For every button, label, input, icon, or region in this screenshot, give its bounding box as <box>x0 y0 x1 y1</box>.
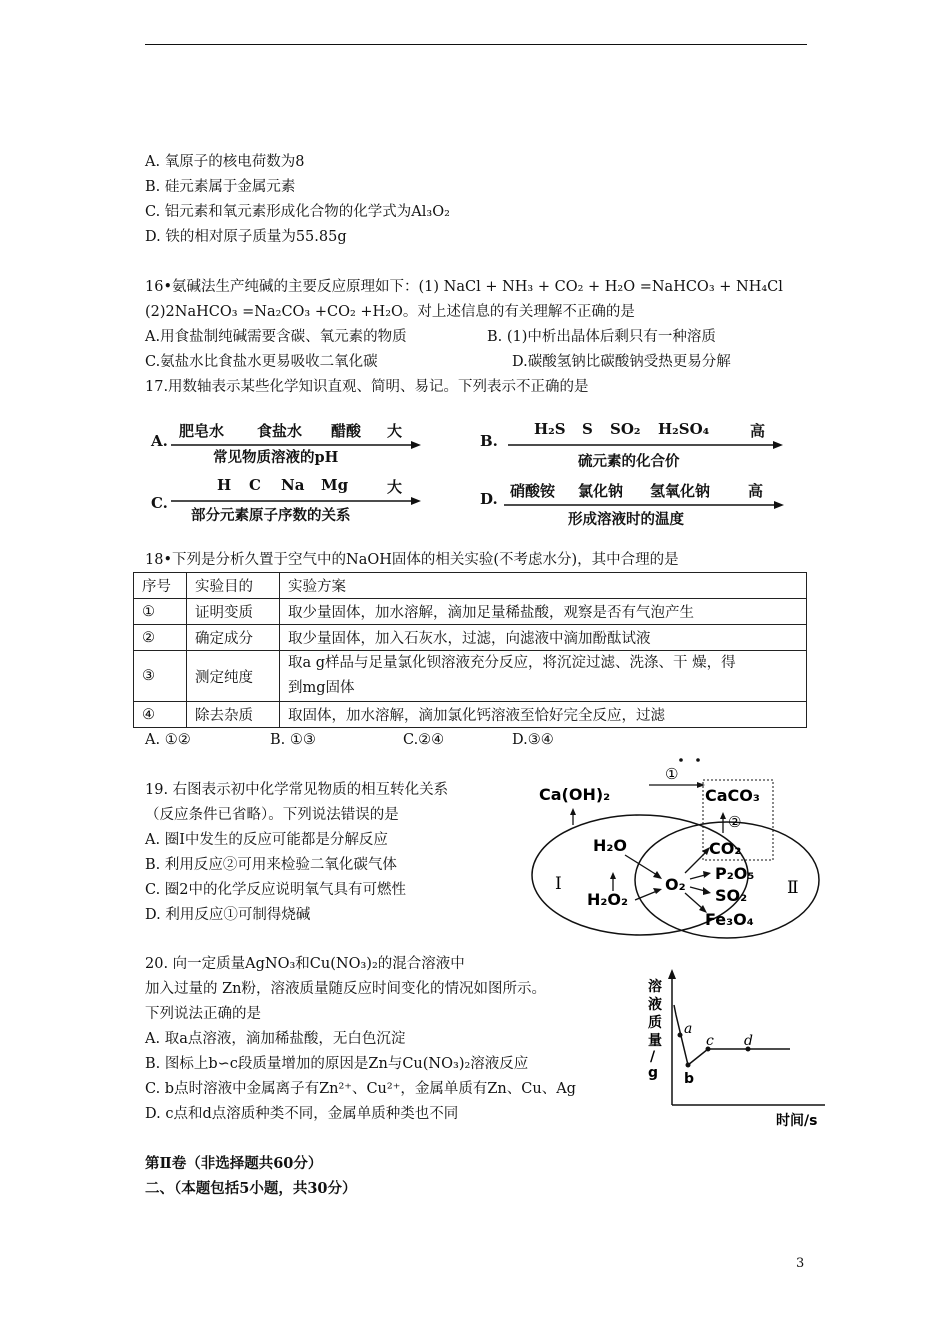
label-h2o: H₂O <box>593 836 627 855</box>
q20-option-c: C. b点时溶液中金属离子有Zn²⁺、Cu²⁺，金属单质有Zn、Cu、Ag <box>145 1081 576 1097</box>
table-cell: 测定纯度 <box>187 651 280 702</box>
q20-stem-line3: 下列说法正确的是 <box>145 1006 261 1022</box>
table-row <box>134 651 807 702</box>
table-cell: 取少量固体，加入石灰水，过滤，向滤液中滴加酚酞试液 <box>280 625 807 651</box>
table-header-cell: 序号 <box>134 573 187 599</box>
table-row <box>134 702 807 728</box>
table-cell: 取固体，加水溶解，滴加氯化钙溶液至恰好完全反应，过滤 <box>280 702 807 728</box>
q18-option-b: B. ①③ <box>270 732 316 748</box>
x-axis-label: 时间/s <box>776 1113 818 1129</box>
q18-table <box>133 572 807 728</box>
table-cell <box>280 651 807 702</box>
q16-option-b: B. (1)中析出晶体后剩只有一种溶质 <box>487 329 716 345</box>
label-point-b: b <box>684 1071 695 1087</box>
table-header-cell: 实验方案 <box>280 573 807 599</box>
q17-c-letter: C. <box>151 494 168 512</box>
q17-a-caption: 常见物质溶液的pH <box>213 449 339 466</box>
label-p2o5: P₂O₅ <box>715 864 755 883</box>
label-caco3: CaCO₃ <box>705 786 760 805</box>
y-label-char: 质 <box>648 1015 662 1031</box>
q19-option-a: A. 圈Ⅰ中发生的反应可能都是分解反应 <box>145 832 388 848</box>
label-so2: SO₂ <box>715 886 748 905</box>
table-cell: 取少量固体，加水溶解，滴加足量稀盐酸，观察是否有气泡产生 <box>280 599 807 625</box>
q18-option-c: C.②④ <box>403 732 445 748</box>
label-o2: O₂ <box>665 875 686 894</box>
page-number: 3 <box>796 1256 805 1271</box>
q20-option-d: D. c点和d点溶质种类不同，金属单质种类也不同 <box>145 1106 459 1122</box>
label-h2o2: H₂O₂ <box>587 890 629 909</box>
q17-a-item: 醋酸 <box>331 422 362 440</box>
q17-b-item: H₂S <box>534 420 566 438</box>
q20-option-a: A. 取a点溶液，滴加稀盐酸，无白色沉淀 <box>145 1031 406 1047</box>
emphasis-dot <box>696 758 700 762</box>
header-rule <box>145 44 807 45</box>
q19-diagram <box>525 755 825 940</box>
q17-d-item: 氢氧化钠 <box>650 482 711 500</box>
q20-option-b: B. 图标上b∽c段质量增加的原因是Zn与Cu(NO₃)₂溶液反应 <box>145 1056 529 1072</box>
table-cell: 确定成分 <box>187 625 280 651</box>
q17-a-item: 大 <box>387 422 403 440</box>
table-cell: ④ <box>134 702 187 728</box>
q17-c-caption: 部分元素原子序数的关系 <box>191 507 351 524</box>
q18-option-a: A. ①② <box>145 732 191 748</box>
q19-stem-line1: 19. 右图表示初中化学常见物质的相互转化关系 <box>145 782 449 798</box>
q15-option-a: A. 氧原子的核电荷数为8 <box>145 154 305 170</box>
q19-stem-line2: （反应条件已省略）。下列说法错误的是 <box>145 807 399 823</box>
section-title: 第Ⅱ卷（非选择题共60分） <box>145 1155 323 1172</box>
q16-stem-line2: (2)2NaHCO₃ =Na₂CO₃ +CO₂ +H₂O。对上述信息的有关理解不正确的是 <box>145 304 635 320</box>
label-point-c: c <box>706 1033 714 1049</box>
q17-a-item: 食盐水 <box>257 422 303 440</box>
q17-c-item: 大 <box>387 478 403 496</box>
q17-b-item: 高 <box>750 422 766 440</box>
label-reaction-2: ② <box>728 813 742 831</box>
q19-option-b: B. 利用反应②可用来检验二氧化碳气体 <box>145 857 397 873</box>
y-label-char: 量 <box>648 1033 662 1049</box>
q17-c-item: C <box>249 476 261 494</box>
table-cell: ① <box>134 599 187 625</box>
q20-stem-line1: 20. 向一定质量AgNO₃和Cu(NO₃)₂的混合溶液中 <box>145 956 465 972</box>
q17-d-item: 氯化钠 <box>578 482 624 500</box>
table-header-row <box>134 573 807 599</box>
table-cell: ② <box>134 625 187 651</box>
q19-option-c: C. 圈2中的化学反应说明氧气具有可燃性 <box>145 882 407 898</box>
table-cell-line: 取a g样品与足量氯化钡溶液充分反应，将沉淀过滤、洗涤、干 燥，得 <box>288 655 736 671</box>
section-part: 二、（本题包括5小题，共30分） <box>145 1180 357 1197</box>
q16-option-c: C.氨盐水比食盐水更易吸收二氧化碳 <box>145 354 378 370</box>
q17-b-arrow <box>508 440 783 450</box>
q15-option-d: D. 铁的相对原子质量为55.85g <box>145 229 347 245</box>
q20-graph <box>640 965 840 1135</box>
y-label-char: 溶 <box>648 979 662 995</box>
q19-option-d: D. 利用反应①可制得烧碱 <box>145 907 311 923</box>
label-reaction-1: ① <box>665 765 679 783</box>
q17-d-item: 高 <box>748 482 764 500</box>
q17-c-item: Mg <box>321 476 349 494</box>
q17-d-item: 硝酸铵 <box>510 482 556 500</box>
label-caoh2: Ca(OH)₂ <box>539 785 611 804</box>
table-cell: 证明变质 <box>187 599 280 625</box>
label-circle-one: Ⅰ <box>555 874 562 894</box>
q18-stem: 18•下列是分析久置于空气中的NaOH固体的相关实验(不考虑水分)，其中合理的是 <box>145 552 679 568</box>
table-cell-line: 到mg固体 <box>288 680 355 696</box>
table-cell: ③ <box>134 651 187 702</box>
q17-b-item: H₂SO₄ <box>658 420 710 438</box>
q17-b-item: S <box>582 420 593 438</box>
label-circle-two: Ⅱ <box>787 878 799 898</box>
q17-numberline-d <box>478 472 788 532</box>
label-point-d: d <box>744 1033 753 1049</box>
label-point-a: a <box>684 1021 693 1037</box>
emphasis-dot <box>679 758 683 762</box>
table-row <box>134 625 807 651</box>
q15-option-b: B. 硅元素属于金属元素 <box>145 179 296 195</box>
label-co2: CO₂ <box>709 839 742 858</box>
q17-d-caption: 形成溶液时的温度 <box>568 511 684 528</box>
q17-numberline-a <box>145 410 425 470</box>
q17-b-item: SO₂ <box>610 420 641 438</box>
q16-option-a: A.用食盐制纯碱需要含碳、氧元素的物质 <box>145 329 407 345</box>
q17-numberline-c <box>145 472 425 532</box>
q17-stem: 17.用数轴表示某些化学知识直观、简明、易记。下列表示不正确的是 <box>145 379 589 395</box>
q17-numberline-b <box>478 410 788 470</box>
point-a <box>678 1033 683 1038</box>
y-label-char: 液 <box>648 997 662 1013</box>
q17-b-caption: 硫元素的化合价 <box>578 453 680 470</box>
q17-c-item: Na <box>281 476 305 494</box>
q17-a-letter: A. <box>151 432 168 450</box>
table-row <box>134 599 807 625</box>
q18-option-d: D.③④ <box>512 732 554 748</box>
q16-option-d: D.碳酸氢钠比碳酸钠受热更易分解 <box>512 354 731 370</box>
q20-stem-line2: 加入过量的 Zn粉，溶液质量随反应时间变化的情况如图所示。 <box>145 981 547 997</box>
q17-a-item: 肥皂水 <box>179 422 225 440</box>
q17-b-letter: B. <box>480 432 498 450</box>
q15-option-c: C. 铝元素和氧元素形成化合物的化学式为Al₃O₂ <box>145 204 450 220</box>
label-fe3o4: Fe₃O₄ <box>705 910 754 929</box>
table-cell: 除去杂质 <box>187 702 280 728</box>
q17-c-item: H <box>217 476 232 494</box>
point-b <box>686 1063 691 1068</box>
q17-d-letter: D. <box>480 490 498 508</box>
q16-stem-line1: 16•氨碱法生产纯碱的主要反应原理如下：(1) NaCl + NH₃ + CO₂ + H₂O =NaHCO₃ + NH₄Cl <box>145 279 783 295</box>
y-label-char: g <box>648 1065 659 1081</box>
table-header-cell: 实验目的 <box>187 573 280 599</box>
y-label-char: / <box>650 1049 656 1065</box>
